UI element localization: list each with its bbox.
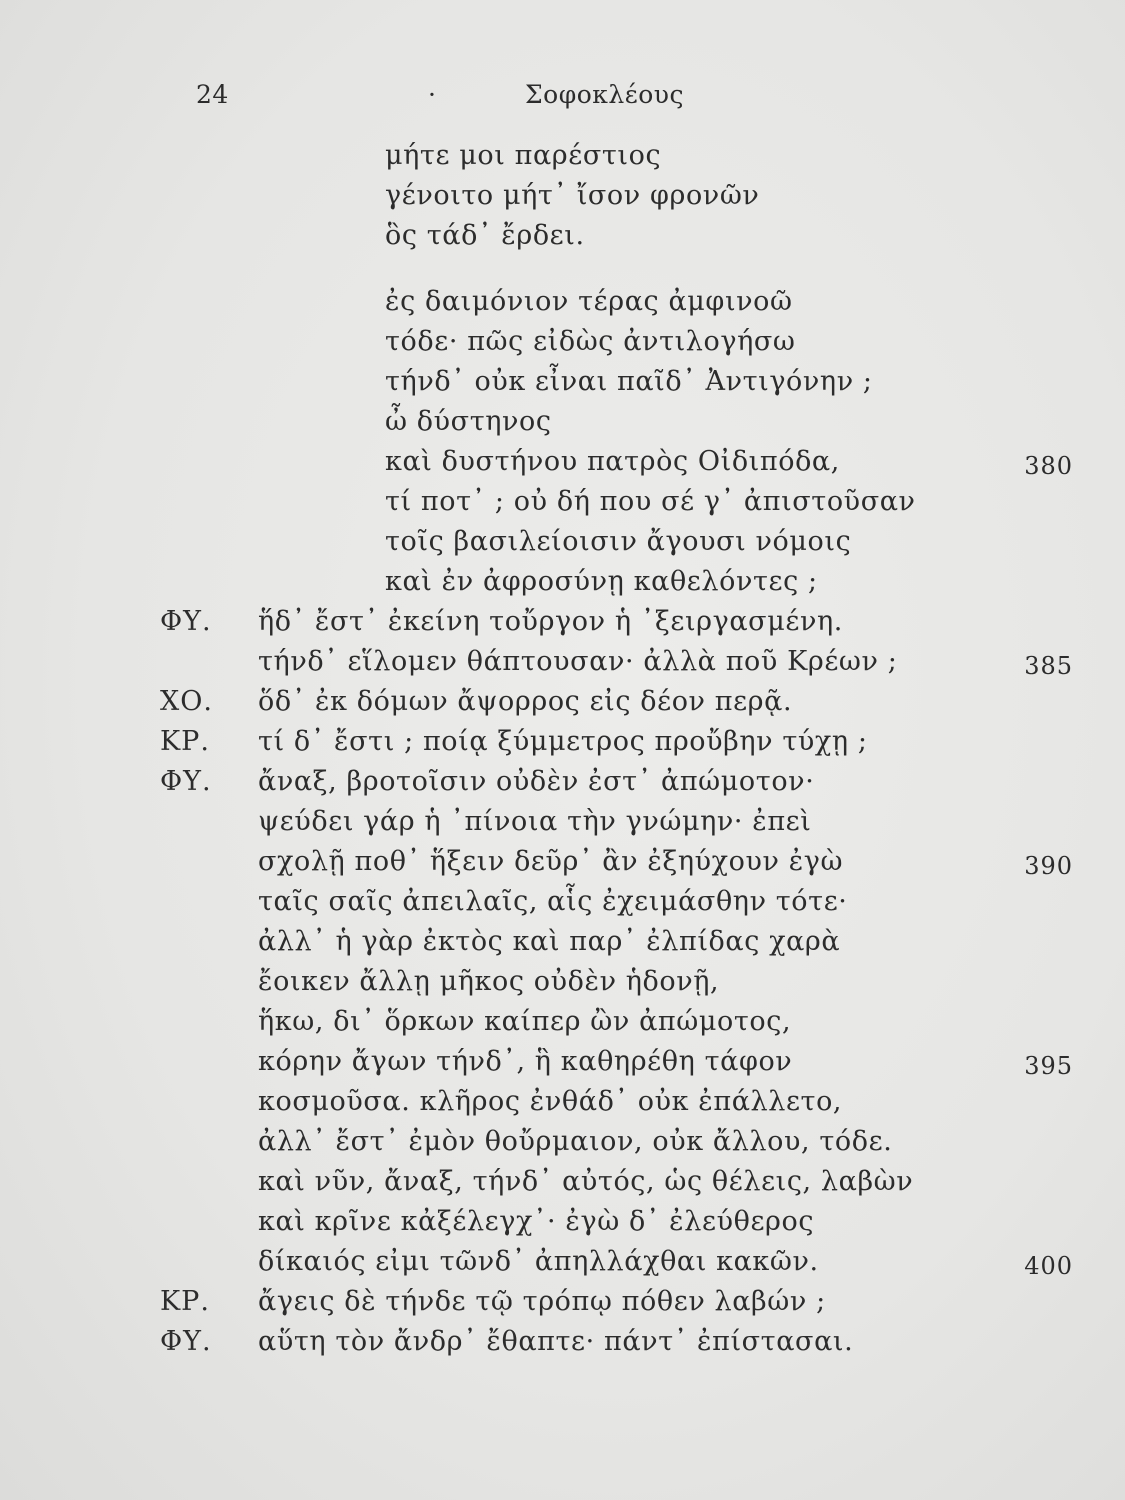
verse-line — [0, 1046, 1125, 1084]
verse-text: καὶ νῦν, ἄναξ, τήνδ᾽ αὐτός, ὡς θέλεις, λαβὼν — [258, 1166, 914, 1197]
verse-text: ὅδ᾽ ἐκ δόμων ἄψορρος εἰς δέον περᾷ. — [258, 686, 793, 717]
verse-line — [0, 1086, 1125, 1124]
verse-text: μήτε μοι παρέστιος — [385, 140, 662, 171]
verse-line — [0, 406, 1125, 444]
verse-line — [0, 140, 1125, 178]
verse-text: ἄναξ, βροτοῖσιν οὐδὲν ἐστ᾽ ἀπώμοτον· — [258, 766, 815, 797]
verse-line — [0, 766, 1125, 804]
verse-text: καὶ ἐν ἀφροσύνῃ καθελόντες ; — [385, 566, 818, 597]
verse-text: ἥδ᾽ ἔστ᾽ ἐκείνη τοὔργον ἡ ᾽ξειργασμένη. — [258, 606, 843, 637]
verse-text: ὦ δύστηνος — [385, 406, 552, 437]
verse-line — [0, 686, 1125, 724]
line-number: 395 — [1024, 1052, 1073, 1080]
verse-line — [0, 806, 1125, 844]
verse-text: τήνδ᾽ οὐκ εἶναι παῖδ᾽ Ἀντιγόνην ; — [385, 366, 873, 397]
speaker-label: ΦΥ. — [160, 606, 212, 637]
header-dot: · — [428, 80, 436, 109]
verse-line — [0, 1206, 1125, 1244]
verse-text: καὶ κρῖνε κἀξέλεγχ᾽· ἐγὼ δ᾽ ἐλεύθερος — [258, 1206, 815, 1237]
verse-line — [0, 220, 1125, 258]
verse-text: ψεύδει γάρ ἡ ᾽πίνοια τὴν γνώμην· ἐπεὶ — [258, 806, 812, 837]
line-number: 380 — [1024, 452, 1073, 480]
verse-line — [0, 180, 1125, 218]
verse-line — [0, 566, 1125, 604]
page-number: 24 — [196, 80, 229, 109]
verse-text: ἥκω, δι᾽ ὅρκων καίπερ ὢν ἀπώμοτος, — [258, 1006, 792, 1037]
verse-line — [0, 886, 1125, 924]
verse-line — [0, 526, 1125, 564]
verse-text: ὃς τάδ᾽ ἔρδει. — [385, 220, 585, 251]
verse-text: γένοιτο μήτ᾽ ἴσον φρονῶν — [385, 180, 760, 211]
verse-line — [0, 286, 1125, 324]
verse-line — [0, 846, 1125, 884]
verse-line — [0, 1286, 1125, 1324]
verse-line — [0, 1166, 1125, 1204]
verse-text: ἄγεις δὲ τήνδε τῷ τρόπῳ πόθεν λαβών ; — [258, 1286, 826, 1317]
verse-text: τήνδ᾽ εἵλομεν θάπτουσαν· ἀλλὰ ποῦ Κρέων ; — [258, 646, 898, 677]
verse-text: ἀλλ᾽ ἔστ᾽ ἐμὸν θοὔρμαιον, οὐκ ἄλλου, τόδε. — [258, 1126, 893, 1157]
verse-line — [0, 1126, 1125, 1164]
verse-line — [0, 1326, 1125, 1364]
verse-line — [0, 726, 1125, 764]
verse-text: αὕτη τὸν ἄνδρ᾽ ἔθαπτε· πάντ᾽ ἐπίστασαι. — [258, 1326, 854, 1357]
verse-text: τί δ᾽ ἔστι ; ποίᾳ ξύμμετρος προὔβην τύχῃ ; — [258, 726, 868, 757]
verse-line — [0, 606, 1125, 644]
verse-text: κόρην ἄγων τήνδ᾽, ἣ καθηρέθη τάφον — [258, 1046, 793, 1077]
verse-text: τοῖς βασιλείοισιν ἄγουσι νόμοις — [385, 526, 852, 557]
line-number: 390 — [1024, 852, 1073, 880]
verse-text: ἐς δαιμόνιον τέρας ἀμφινοῶ — [385, 286, 793, 317]
verse-text: κοσμοῦσα. κλῆρος ἐνθάδ᾽ οὐκ ἐπάλλετο, — [258, 1086, 843, 1117]
verse-line — [0, 446, 1125, 484]
verse-text: ἔοικεν ἄλλῃ μῆκος οὐδὲν ἡδονῇ, — [258, 966, 720, 997]
verse-text: καὶ δυστήνου πατρὸς Οἰδιπόδα, — [385, 446, 840, 477]
verse-text: σχολῇ ποθ᾽ ἥξειν δεῦρ᾽ ἂν ἐξηύχουν ἐγὼ — [258, 846, 844, 877]
page-header — [0, 80, 1125, 116]
verse-line — [0, 646, 1125, 684]
verse-line — [0, 486, 1125, 524]
verse-line — [0, 966, 1125, 1004]
verse-text: τί ποτ᾽ ; οὐ δή που σέ γ᾽ ἀπιστοῦσαν — [385, 486, 916, 517]
verse-line — [0, 926, 1125, 964]
verse-text: δίκαιός εἰμι τῶνδ᾽ ἀπηλλάχθαι κακῶν. — [258, 1246, 819, 1277]
speaker-label: ΚΡ. — [160, 1286, 210, 1317]
verse-line — [0, 366, 1125, 404]
running-title: Σοφοκλέους — [525, 80, 684, 109]
speaker-label: ΚΡ. — [160, 726, 210, 757]
speaker-label: ΧΟ. — [160, 686, 213, 717]
line-number: 385 — [1024, 652, 1073, 680]
speaker-label: ΦΥ. — [160, 1326, 212, 1357]
verse-line — [0, 1246, 1125, 1284]
verse-text: ἀλλ᾽ ἡ γὰρ ἐκτὸς καὶ παρ᾽ ἐλπίδας χαρὰ — [258, 926, 841, 957]
verse-text: τόδε· πῶς εἰδὼς ἀντιλογήσω — [385, 326, 796, 357]
verse-text: ταῖς σαῖς ἀπειλαῖς, αἷς ἐχειμάσθην τότε· — [258, 886, 848, 917]
verse-line — [0, 326, 1125, 364]
speaker-label: ΦΥ. — [160, 766, 212, 797]
verse-line — [0, 1006, 1125, 1044]
line-number: 400 — [1024, 1252, 1073, 1280]
